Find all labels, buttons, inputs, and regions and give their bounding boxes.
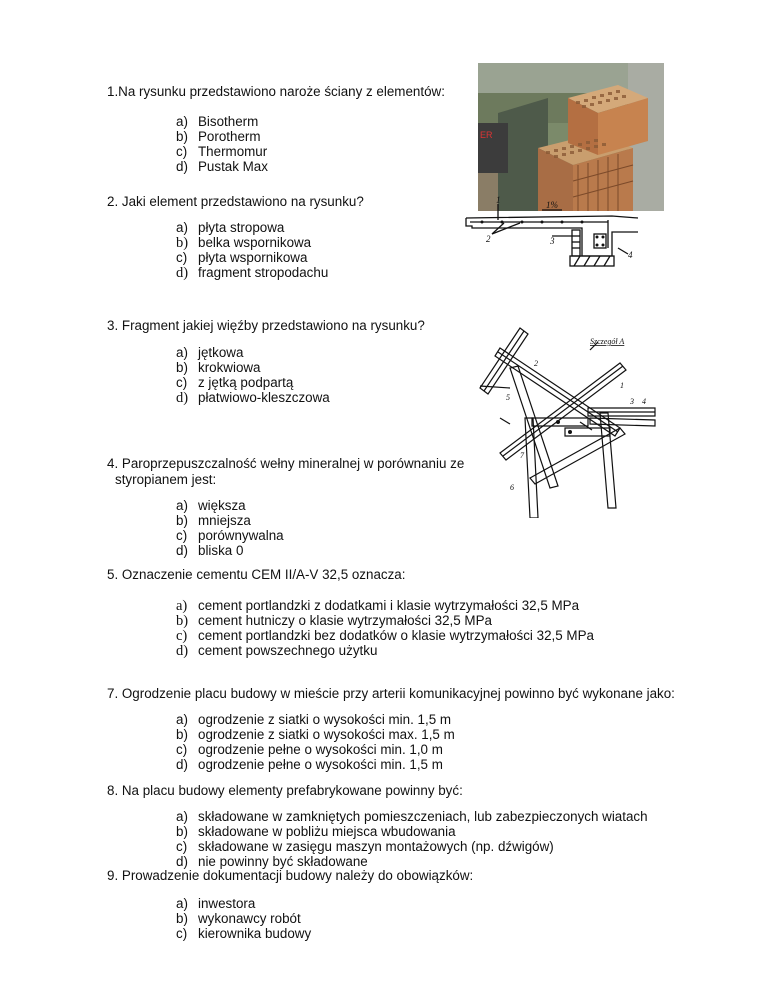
question-3-option-a: a) jętkowa (176, 345, 244, 360)
question-9-option-c: c) kierownika budowy (176, 926, 312, 941)
question-8-text: 8. Na placu budowy elementy prefabrykowane powinny być: (107, 783, 463, 798)
question-5-option-c: c) cement portlandzki bez dodatków o klasie wytrzymałości 32,5 MPa (176, 628, 594, 644)
question-1-option-a: a) Bisotherm (176, 114, 259, 129)
question-8-option-c: c) składowane w zasięgu maszyn montażowych (np. dźwigów) (176, 839, 554, 854)
question-5-text: 5. Oznaczenie cementu CEM II/A-V 32,5 oznacza: (107, 567, 406, 582)
question-4-text-line1: 4. Paroprzepuszczalność wełny mineralnej w porównaniu ze (107, 456, 465, 471)
question-3-option-d: d) płatwiowo-kleszczowa (176, 390, 330, 406)
question-9-option-b: b) wykonawcy robót (176, 911, 301, 926)
question-9-text: 9. Prowadzenie dokumentacji budowy należy do obowiązków: (107, 868, 474, 883)
figure3-label-6: 6 (510, 483, 514, 492)
roof-truss-drawing (470, 318, 660, 518)
cantilever-section-drawing (462, 196, 642, 268)
question-1-text: 1.Na rysunku przedstawiono naroże ściany z elementów: (107, 84, 445, 99)
question-7-option-a: a) ogrodzenie z siatki o wysokości min. 1,5 m (176, 712, 452, 727)
question-3-option-b: b) krokwiowa (176, 360, 261, 375)
figure3-title: Szczegół A (590, 337, 625, 346)
question-7-option-c: c) ogrodzenie pełne o wysokości min. 1,0 m (176, 742, 443, 757)
question-2-option-d: d) fragment stropodachu (176, 265, 329, 281)
question-7-option-b: b) ogrodzenie z siatki o wysokości max. 1,5 m (176, 727, 455, 742)
figure2-label-1: 1 (496, 196, 501, 205)
question-8-option-b: b) składowane w pobliżu miejsca wbudowania (176, 824, 456, 839)
question-2-text: 2. Jaki element przedstawiono na rysunku? (107, 194, 364, 209)
question-3-text: 3. Fragment jakiej więźby przedstawiono na rysunku? (107, 318, 425, 333)
figure3-label-3: 3 (630, 397, 634, 406)
question-8-option-a: a) składowane w zamkniętych pomieszczeniach, lub zabezpieczonych wiatach (176, 809, 648, 824)
question-2-option-b: b) belka wspornikowa (176, 235, 312, 251)
question-1-option-c: c) Thermomur (176, 144, 268, 159)
figure2-label-4: 4 (628, 250, 633, 260)
question-4-option-c: c) porównywalna (176, 528, 284, 543)
question-3-option-c: c) z jętką podpartą (176, 375, 294, 390)
figure2-label-slope: 1% (546, 200, 558, 210)
question-4-option-d: d) bliska 0 (176, 543, 244, 558)
question-4-option-a: a) większa (176, 498, 246, 513)
question-7-text: 7. Ogrodzenie placu budowy w mieście przy arterii komunikacyjnej powinno być wykonane jako: (107, 686, 675, 701)
figure2-label-3: 3 (550, 236, 555, 246)
svg-text:ER: ER (480, 130, 493, 140)
question-2-option-c: c) płyta wspornikowa (176, 250, 308, 265)
figure3-label-4: 4 (642, 397, 646, 406)
figure3-label-1: 1 (620, 381, 624, 390)
question-4-text-line2: styropianem jest: (115, 472, 217, 487)
question-7-option-d: d) ogrodzenie pełne o wysokości min. 1,5 m (176, 757, 443, 772)
question-5-option-b: b) cement hutniczy o klasie wytrzymałości 32,5 MPa (176, 613, 492, 629)
figure3-label-5: 5 (506, 393, 510, 402)
figure3-label-7: 7 (520, 451, 524, 460)
question-5-option-a: a) cement portlandzki z dodatkami i klasie wytrzymałości 32,5 MPa (176, 598, 580, 614)
question-4-option-b: b) mniejsza (176, 513, 251, 528)
question-2-option-a: a) płyta stropowa (176, 220, 285, 235)
figure2-label-2: 2 (486, 234, 491, 244)
question-5-option-d: d) cement powszechnego użytku (176, 643, 378, 659)
question-8-option-d: d) nie powinny być składowane (176, 854, 368, 869)
wall-corner-photo (478, 63, 664, 211)
question-1-option-b: b) Porotherm (176, 129, 261, 144)
question-1-option-d: d) Pustak Max (176, 159, 268, 174)
question-9-option-a: a) inwestora (176, 896, 256, 911)
figure3-label-2: 2 (534, 359, 538, 368)
